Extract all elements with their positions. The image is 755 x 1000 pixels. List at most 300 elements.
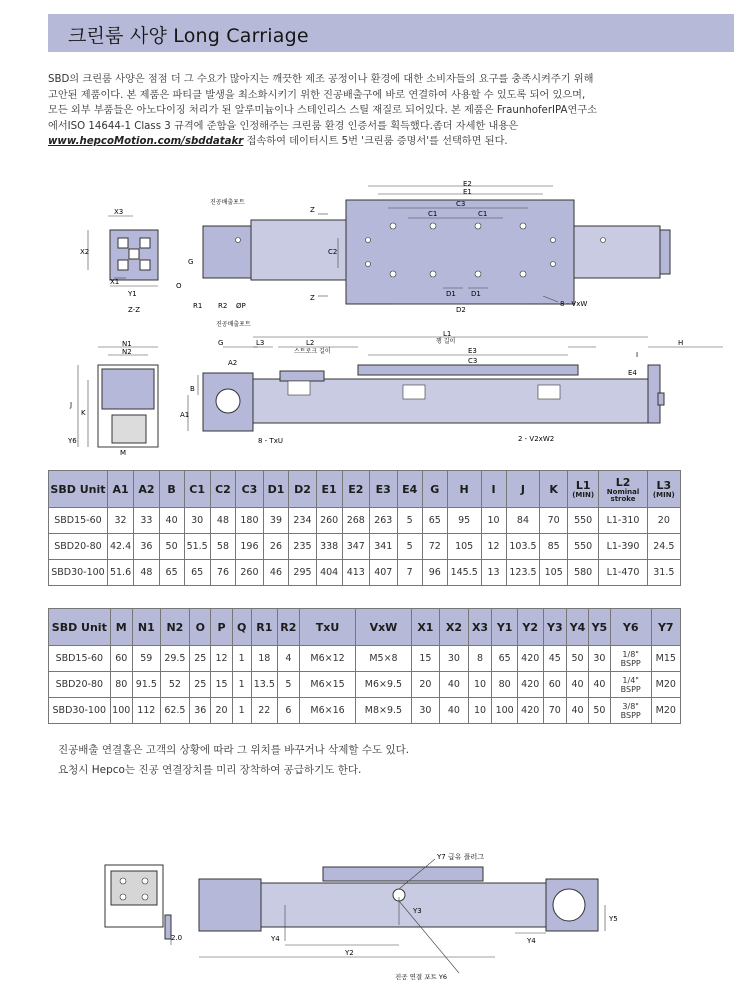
table-cell: L1-310 xyxy=(599,508,647,534)
table-cell: M15 xyxy=(651,646,680,672)
label-y5: Y5 xyxy=(609,915,618,923)
label-a1: A1 xyxy=(180,411,190,419)
column-header-label: Y1 xyxy=(496,620,513,634)
label-y2: Y2 xyxy=(345,949,354,957)
column-header xyxy=(159,471,184,508)
label-y4-right: Y4 xyxy=(527,937,536,945)
table-cell: 103.5 xyxy=(506,534,540,560)
table-cell: 260 xyxy=(316,508,342,534)
table-cell: 96 xyxy=(422,560,447,586)
table-cell: 50 xyxy=(567,646,589,672)
column-header xyxy=(251,609,277,646)
column-header-label: A1 xyxy=(112,482,129,496)
table-cell: 15 xyxy=(411,646,440,672)
table-cell: 26 xyxy=(263,534,289,560)
column-header-label: R1 xyxy=(256,620,273,634)
table-cell: 25 xyxy=(190,672,211,698)
table-cell: 1 xyxy=(232,646,251,672)
table-cell: M20 xyxy=(651,698,680,724)
column-header xyxy=(422,471,447,508)
table-cell: SBD20-80 xyxy=(49,672,111,698)
table-cell: 20 xyxy=(211,698,232,724)
column-header-label: SBD Unit xyxy=(50,482,106,496)
table-cell: 76 xyxy=(210,560,235,586)
note-line-2: 요청시 Hepco는 진공 연결장치를 미리 장착하여 공급하기도 한다. xyxy=(58,764,362,776)
column-header-label: E2 xyxy=(348,482,364,496)
column-header-label: C3 xyxy=(241,482,258,496)
table-cell: 112 xyxy=(132,698,160,724)
label-c1-right: C1 xyxy=(478,210,488,218)
label-d1-left: D1 xyxy=(446,290,456,298)
table-cell: 72 xyxy=(422,534,447,560)
table-cell: 24.5 xyxy=(647,534,680,560)
label-e2: E2 xyxy=(463,180,472,188)
title-bar xyxy=(48,14,734,52)
table-cell: 550 xyxy=(567,534,598,560)
label-b: B xyxy=(190,385,195,393)
label-n1: N1 xyxy=(122,340,132,348)
label-vacuum-port-y6: 진공 연결 포트 Y6 xyxy=(395,973,447,981)
table-row xyxy=(49,508,681,534)
column-header xyxy=(107,471,133,508)
column-header xyxy=(356,609,411,646)
label-x2: X2 xyxy=(80,248,90,256)
table-cell: 1 xyxy=(232,698,251,724)
label-dp: ØP xyxy=(236,302,246,310)
column-header-label: TxU xyxy=(315,620,340,634)
drawing-top-svg xyxy=(48,178,738,328)
table-cell: M6×12 xyxy=(299,646,355,672)
table-cell: 70 xyxy=(540,508,567,534)
end-view xyxy=(98,365,158,447)
table-cell: 39 xyxy=(263,508,289,534)
column-header xyxy=(134,471,159,508)
column-header xyxy=(299,609,355,646)
table-cell: 80 xyxy=(492,672,518,698)
intro-line-tail: 접속하여 데이터시트 5번 '크린룸 증명서'를 선택하면 된다. xyxy=(243,136,508,147)
column-header-label: Y7 xyxy=(657,620,674,634)
label-z-z: Z-Z xyxy=(128,306,140,314)
table-cell: 580 xyxy=(567,560,598,586)
table-cell: 6 xyxy=(277,698,299,724)
column-header-label: L1 xyxy=(575,479,591,492)
table-cell: 40 xyxy=(440,672,469,698)
column-header xyxy=(588,609,610,646)
table-row xyxy=(49,672,681,698)
label-y7: Y7 급유 플러그 xyxy=(437,853,484,861)
column-header xyxy=(370,471,397,508)
table-header-row xyxy=(49,609,681,646)
column-header xyxy=(132,609,160,646)
column-header-label: Y2 xyxy=(522,620,539,634)
label-r1: R1 xyxy=(193,302,203,310)
table-cell: 341 xyxy=(370,534,397,560)
column-header xyxy=(543,609,567,646)
table-cell: 12 xyxy=(211,646,232,672)
table-cell: 180 xyxy=(236,508,263,534)
table-cell: 33 xyxy=(134,508,159,534)
column-header-label: J xyxy=(520,482,526,496)
label-e3: E3 xyxy=(468,347,477,355)
column-header xyxy=(447,471,481,508)
table-cell: SBD20-80 xyxy=(49,534,108,560)
table-cell: SBD30-100 xyxy=(49,560,108,586)
intro-line: 모든 외부 부품들은 아노다이징 처리가 된 알루미늄이나 스테인리스 스틸 재질로 되어있다. 본 제품은 FraunhoferIPA연구소 xyxy=(48,105,598,116)
table-cell: 260 xyxy=(236,560,263,586)
table-cell: SBD30-100 xyxy=(49,698,111,724)
table-cell: 29.5 xyxy=(160,646,189,672)
table-cell: 3/8" BSPP xyxy=(610,698,651,724)
bottom-side-view xyxy=(199,867,598,931)
table-cell: 51.6 xyxy=(107,560,133,586)
label-o: O xyxy=(176,282,182,290)
table-cell: 48 xyxy=(134,560,159,586)
table-cell: SBD15-60 xyxy=(49,508,108,534)
table-cell: 4 xyxy=(277,646,299,672)
table-cell: 234 xyxy=(289,508,316,534)
column-header xyxy=(211,609,232,646)
spec-table-1 xyxy=(48,470,681,586)
column-header-label: SBD Unit xyxy=(51,620,107,634)
label-g: G xyxy=(218,339,224,347)
column-header-label: C1 xyxy=(189,482,205,496)
table-cell: 235 xyxy=(289,534,316,560)
label-y1: Y1 xyxy=(128,290,137,298)
column-header-label: E4 xyxy=(402,482,418,496)
table-cell: 84 xyxy=(506,508,540,534)
column-header-label: X2 xyxy=(445,620,463,634)
label-n2: N2 xyxy=(122,348,132,356)
column-header xyxy=(411,609,440,646)
column-header xyxy=(263,471,289,508)
label-z-top: Z xyxy=(310,206,315,214)
table-cell: 60 xyxy=(543,672,567,698)
table-cell: 12 xyxy=(481,534,506,560)
column-header xyxy=(277,609,299,646)
label-j: J xyxy=(70,401,73,409)
table-cell: 347 xyxy=(342,534,369,560)
table-cell: 65 xyxy=(422,508,447,534)
label-vxw: 8 - VxW xyxy=(560,300,588,308)
column-header-label: L2 xyxy=(615,475,631,489)
label-l2: L2 xyxy=(306,339,315,347)
column-header xyxy=(492,609,518,646)
label-k: K xyxy=(81,409,86,417)
label-txu: 8 - TxU xyxy=(258,437,283,445)
table-cell: 25 xyxy=(190,646,211,672)
column-header-label: A2 xyxy=(138,482,155,496)
column-header xyxy=(440,609,469,646)
note-line-1: 진공배출 연결홀은 고객의 상황에 따라 그 위치를 바꾸거나 삭제할 수도 있다. xyxy=(58,744,410,756)
column-header xyxy=(599,471,647,508)
table-cell: 10 xyxy=(481,508,506,534)
column-header xyxy=(651,609,680,646)
table-cell: 13 xyxy=(481,560,506,586)
table-row xyxy=(49,698,681,724)
table-cell: 420 xyxy=(517,672,543,698)
drawing-middle-svg xyxy=(48,330,738,460)
table-cell: 42.4 xyxy=(107,534,133,560)
column-header-label: E3 xyxy=(375,482,391,496)
column-header xyxy=(540,471,567,508)
table-cell: 1/8" BSPP xyxy=(610,646,651,672)
column-header-sublabel: Nominal stroke xyxy=(606,487,640,503)
table-cell: M6×16 xyxy=(299,698,355,724)
table-cell: 59 xyxy=(132,646,160,672)
column-header xyxy=(567,609,589,646)
column-header xyxy=(289,471,316,508)
table-cell: 65 xyxy=(492,646,518,672)
label-c3: C3 xyxy=(456,200,466,208)
label-y6: Y6 xyxy=(68,437,77,445)
column-header-label: X1 xyxy=(417,620,434,634)
column-header-sublabel: (MIN) xyxy=(572,491,595,499)
table-cell: 40 xyxy=(588,672,610,698)
table-cell: 40 xyxy=(440,698,469,724)
label-2-0: 2.0 xyxy=(171,934,183,942)
table-cell: 40 xyxy=(567,672,589,698)
bottom-end-view xyxy=(105,865,171,939)
table-cell: 100 xyxy=(110,698,132,724)
table-cell: 36 xyxy=(190,698,211,724)
column-header-label: E1 xyxy=(321,482,337,496)
table-cell: 50 xyxy=(159,534,184,560)
table-cell: 550 xyxy=(567,508,598,534)
column-header-label: O xyxy=(195,620,205,634)
intro-line: SBD의 크린룸 사양은 점점 더 그 수요가 많아지는 깨끗한 제조 공정이나 환경에 대한 소비자들의 요구를 충족시켜주기 위해 xyxy=(48,74,594,85)
table-cell: 420 xyxy=(517,646,543,672)
table-cell: 18 xyxy=(251,646,277,672)
label-r2: R2 xyxy=(218,302,228,310)
table-cell: L1-470 xyxy=(599,560,647,586)
column-header xyxy=(342,471,369,508)
drawing-top xyxy=(48,178,738,328)
column-header xyxy=(647,471,680,508)
table-cell: 30 xyxy=(440,646,469,672)
table-cell: 32 xyxy=(107,508,133,534)
table-cell: 65 xyxy=(159,560,184,586)
table-cell: 10 xyxy=(468,672,492,698)
table-cell: 60 xyxy=(110,646,132,672)
label-i: I xyxy=(636,351,639,359)
label-vacuum-port-top: 진공배출포트 xyxy=(210,199,245,206)
intro-line: 고안된 제품이다. 본 제품은 파티클 발생을 최소화시키기 위한 진공배출구에 바로 연결하여 사용할 수 있도록 되어 있으며, xyxy=(48,89,586,101)
table-cell: 58 xyxy=(210,534,235,560)
label-x1: X1 xyxy=(110,278,120,286)
column-header xyxy=(110,609,132,646)
column-header-label: K xyxy=(549,482,558,496)
column-header xyxy=(236,471,263,508)
table-cell: 15 xyxy=(211,672,232,698)
table-cell: M6×15 xyxy=(299,672,355,698)
profile-section xyxy=(110,230,158,280)
label-e4: E4 xyxy=(628,369,637,377)
table-cell: 105 xyxy=(447,534,481,560)
label-vacuum-port-bottom: 진공배출포트 xyxy=(216,321,251,328)
column-header-label: Q xyxy=(237,620,247,634)
column-header xyxy=(481,471,506,508)
column-header-sublabel: (MIN) xyxy=(652,491,675,499)
table-cell: 20 xyxy=(647,508,680,534)
table-cell: M20 xyxy=(651,672,680,698)
drawing-bottom-svg xyxy=(95,845,735,985)
label-l1: L1 xyxy=(443,330,452,338)
table-cell: 95 xyxy=(447,508,481,534)
table-cell: 40 xyxy=(567,698,589,724)
table-cell: 5 xyxy=(397,534,422,560)
column-header-label: R2 xyxy=(280,620,297,634)
label-y4-left: Y4 xyxy=(271,935,280,943)
table-cell: 404 xyxy=(316,560,342,586)
column-header xyxy=(610,609,651,646)
table-cell: 52 xyxy=(160,672,189,698)
label-e1: E1 xyxy=(463,188,472,196)
label-d1-right: D1 xyxy=(471,290,481,298)
intro-line xyxy=(48,134,684,150)
column-header xyxy=(397,471,422,508)
table-cell: 40 xyxy=(159,508,184,534)
table-cell: 5 xyxy=(277,672,299,698)
label-v2xw2: 2 - V2xW2 xyxy=(518,435,555,443)
label-c1-left: C1 xyxy=(428,210,438,218)
column-header-label: P xyxy=(217,620,226,634)
table-cell: 48 xyxy=(210,508,235,534)
page-title: 크린룸 사양 Long Carriage xyxy=(68,25,309,47)
label-l3: L3 xyxy=(256,339,265,347)
table-header-row xyxy=(49,471,681,508)
label-g: G xyxy=(188,258,194,266)
column-header xyxy=(184,471,210,508)
table-cell: 268 xyxy=(342,508,369,534)
label-h: H xyxy=(678,339,684,347)
table-cell: 70 xyxy=(543,698,567,724)
label-c3: C3 xyxy=(468,357,478,365)
label-z-bottom: Z xyxy=(310,294,315,302)
table-cell: 65 xyxy=(184,560,210,586)
table-cell: 295 xyxy=(289,560,316,586)
drawing-middle xyxy=(48,330,738,460)
spec-table-2 xyxy=(48,608,681,724)
column-header xyxy=(468,609,492,646)
table-cell: 50 xyxy=(588,698,610,724)
drawing-bottom xyxy=(95,845,735,985)
table-cell: 85 xyxy=(540,534,567,560)
column-header xyxy=(49,609,111,646)
column-header-label: X3 xyxy=(471,620,489,634)
table-cell: 13.5 xyxy=(251,672,277,698)
column-header-label: N1 xyxy=(137,620,155,634)
column-header-label: Y5 xyxy=(591,620,608,634)
table-cell: L1-390 xyxy=(599,534,647,560)
table-cell: 30 xyxy=(588,646,610,672)
table-row xyxy=(49,534,681,560)
label-c2: C2 xyxy=(328,248,338,256)
table-cell: 145.5 xyxy=(447,560,481,586)
column-header xyxy=(190,609,211,646)
table-cell: 22 xyxy=(251,698,277,724)
label-l1-sub: 행 길이 xyxy=(436,338,456,345)
table-cell: 100 xyxy=(492,698,518,724)
column-header xyxy=(49,471,108,508)
column-header-label: I xyxy=(491,482,496,496)
table-cell: 413 xyxy=(342,560,369,586)
table-cell: 62.5 xyxy=(160,698,189,724)
table-cell: 20 xyxy=(411,672,440,698)
column-header-label: H xyxy=(459,482,469,496)
table-cell: 31.5 xyxy=(647,560,680,586)
column-header-label: N2 xyxy=(166,620,184,634)
table-row xyxy=(49,646,681,672)
table-cell: 196 xyxy=(236,534,263,560)
column-header-label: M xyxy=(115,620,127,634)
table-cell: 8 xyxy=(468,646,492,672)
table-cell: M6×9.5 xyxy=(356,672,411,698)
table-cell: 123.5 xyxy=(506,560,540,586)
table-cell: 30 xyxy=(184,508,210,534)
table-cell: 91.5 xyxy=(132,672,160,698)
table-cell: 1/4" BSPP xyxy=(610,672,651,698)
column-header xyxy=(506,471,540,508)
table-cell: 105 xyxy=(540,560,567,586)
table-cell: 338 xyxy=(316,534,342,560)
column-header-label: Y3 xyxy=(546,620,563,634)
intro-paragraph xyxy=(48,72,684,150)
intro-line: 에서ISO 14644-1 Class 3 규격에 준함을 인정해주는 크린룸 환경 인증서를 획득했다.좀더 자세한 내용은 xyxy=(48,120,519,132)
table-cell: 10 xyxy=(468,698,492,724)
label-l2-sub: 스트로크 길이 xyxy=(294,348,331,355)
table-cell: SBD15-60 xyxy=(49,646,111,672)
column-header xyxy=(517,609,543,646)
table-cell: 30 xyxy=(411,698,440,724)
column-header xyxy=(316,471,342,508)
table-cell: 80 xyxy=(110,672,132,698)
column-header-label: D1 xyxy=(267,482,285,496)
label-d2: D2 xyxy=(456,306,466,314)
table-cell: 46 xyxy=(263,560,289,586)
column-header-label: B xyxy=(167,482,176,496)
label-m: M xyxy=(120,449,127,457)
column-header-label: Y6 xyxy=(622,620,639,634)
label-a2: A2 xyxy=(228,359,238,367)
column-header xyxy=(567,471,598,508)
column-header-label: G xyxy=(430,482,440,496)
label-x3: X3 xyxy=(114,208,124,216)
table-cell: 7 xyxy=(397,560,422,586)
website-link[interactable]: www.hepcoMotion.com/sbddatakr xyxy=(48,136,244,147)
side-view xyxy=(203,365,664,431)
table-cell: 45 xyxy=(543,646,567,672)
table-cell: M8×9.5 xyxy=(356,698,411,724)
column-header-label: C2 xyxy=(215,482,231,496)
column-header xyxy=(210,471,235,508)
column-header xyxy=(160,609,189,646)
column-header-label: D2 xyxy=(294,482,311,496)
table-row xyxy=(49,560,681,586)
table-cell: 51.5 xyxy=(184,534,210,560)
label-y3: Y3 xyxy=(413,907,422,915)
column-header-label: VxW xyxy=(369,620,398,634)
table-cell: 36 xyxy=(134,534,159,560)
column-header-label: Y4 xyxy=(569,620,586,634)
column-header-label: L3 xyxy=(656,479,672,492)
table-cell: 263 xyxy=(370,508,397,534)
table-cell: 407 xyxy=(370,560,397,586)
table-cell: 420 xyxy=(517,698,543,724)
table-cell: 1 xyxy=(232,672,251,698)
table-cell: M5×8 xyxy=(356,646,411,672)
column-header xyxy=(232,609,251,646)
table-cell: 5 xyxy=(397,508,422,534)
